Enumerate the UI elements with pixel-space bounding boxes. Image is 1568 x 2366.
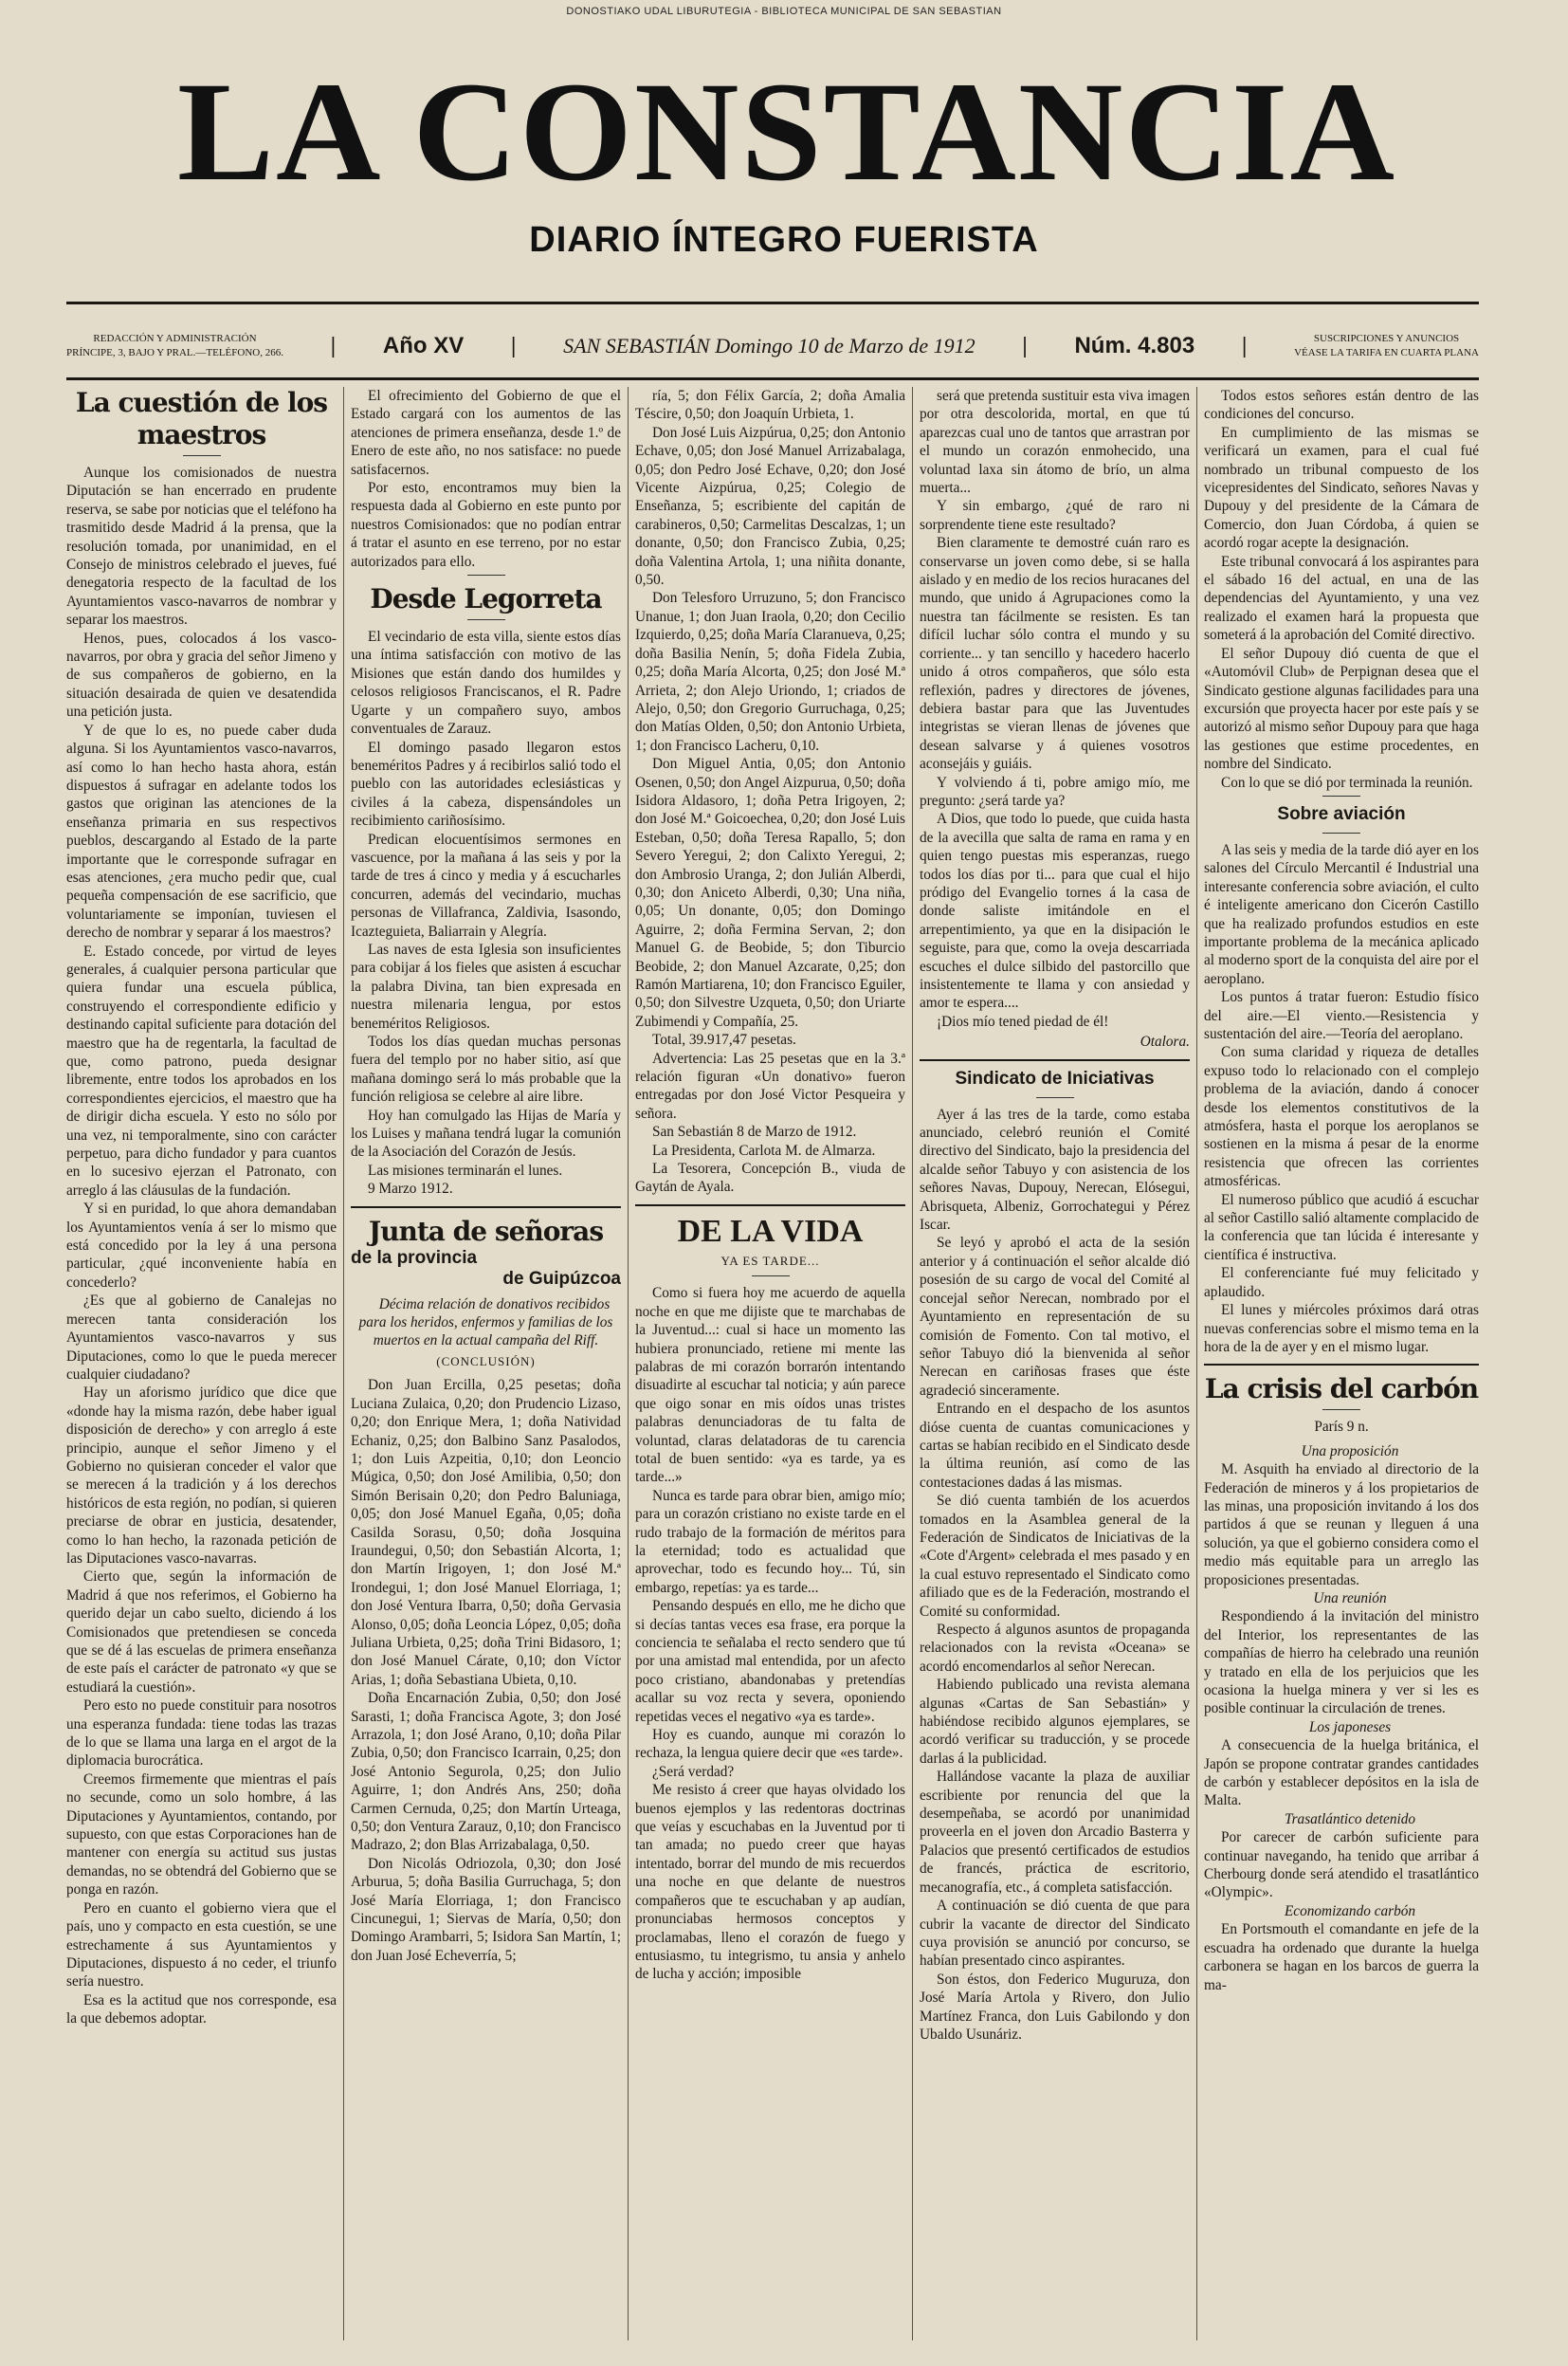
divider: | xyxy=(511,333,517,358)
info-address-line1: REDACCIÓN Y ADMINISTRACIÓN xyxy=(93,333,257,344)
paragraph: A continuación se dió cuenta de que para cubrir la vacante de director del Sindicato cuya provisión se anunció por concurso, se habían presentado cinco aspirantes. xyxy=(920,1898,1190,1970)
paragraph: Don Nicolás Odriozola, 0,30; don José Arburua, 5; doña Basilia Gurruchaga, 5; don José María Elorriaga, 1; don Francisco Cincunegui, 1; Siervas de María, 0,50; don Domingo Arambarri, 5; Isidora San Martín, 1; don Juan José Echeverría, 5; xyxy=(351,1855,621,1964)
paragraph: Henos, pues, colocados á los vasco-navarros, por obra y gracia del señor Jimeno y de sus compañeros de gobierno, en la situación desairada de quien ve desatendida una petición justa. xyxy=(66,630,337,721)
issue-year: Año XV xyxy=(382,333,465,358)
paragraph: El vecindario de esta villa, siente estos días una íntima satisfacción con motivo de las Misiones que están dando dos humildes y celosos religiosos Franciscanos, el R. Padre Ugarte y un compañero suyo, ambos conventuales de Zarauz. xyxy=(351,629,621,738)
paragraph: El numeroso público que acudió á escuchar al señor Castillo salió altamente complacido de la conferencia que tan lúcida é interesante y científica é instructiva. xyxy=(1204,1191,1479,1263)
column-5 xyxy=(1204,387,1479,2340)
separator xyxy=(467,619,505,620)
paragraph: Ayer á las tres de la tarde, como estaba anunciado, celebró reunión el Comité directivo del Sindicato, bajo la presidencia del alcalde señor Tabuyo y con asistencia de los señores Navas, Dupouy, Nerecan, Elósegui, Abrisqueta, Albeniz, Gorrochategui y Pérez Iscar. xyxy=(920,1106,1190,1234)
column-1 xyxy=(66,387,337,2340)
separator xyxy=(467,575,505,576)
paragraph: El domingo pasado llegaron estos beneméritos Padres y á recibirlos salió todo el pueblo con las autoridades eclesiásticas y civiles á la cabeza, dispensándoles un recibimiento cariñosísimo. xyxy=(351,739,621,830)
paragraph: ría, 5; don Félix García, 2; doña Amalia Téscire, 0,50; don Joaquín Urbieta, 1. xyxy=(635,388,905,423)
article-subheading: de Guipúzcoa xyxy=(502,1268,621,1289)
separator xyxy=(752,1275,790,1276)
paragraph: Como si fuera hoy me acuerdo de aquella noche en que me dijiste que te marchabas de la Juventud...: cual si hace un momento las hubiera pronunciado, retiene mi mente las palabras de mi corazón borrarón intentando disuadirte al escuchar tal noticia; y aún parece que oigo sonar en mis oídos unas tristes palabras denunciadoras de tu falta de voluntad, claras delatadoras de tu carencia total de buen sentido: «ya es tarde, ya es tarde...» xyxy=(635,1285,905,1486)
italic-intro: Décima relación de donativos recibidos para los heridos, enfermos y familias de los muertos en la actual campaña del Riff. xyxy=(358,1295,613,1349)
paragraph: Los puntos á tratar fueron: Estudio físico del aire.—El viento.—Resistencia y sustentación del aire.—Teoría del aeroplano. xyxy=(1204,989,1479,1042)
signature: Otalora. xyxy=(1140,1034,1190,1051)
column-3 xyxy=(635,387,905,2340)
paragraph: Habiendo publicado una revista alemana algunas «Cartas de San Sebastián» y habiéndose recibido algunos ejemplares, se acordó verificar su traducción, y se procede darlas á la publicidad. xyxy=(920,1677,1190,1767)
subheading: Trasatlántico detenido xyxy=(1284,1810,1416,1827)
separator xyxy=(1204,1364,1479,1366)
paragraph: Este tribunal convocará á los aspirantes para el sábado 16 del actual, en una de las dependencias del Ayuntamiento, y una vez realizado el examen hará la propuesta que someterá á la aprobación del Comité directivo. xyxy=(1204,553,1479,644)
paragraph: La Presidenta, Carlota M. de Almarza. xyxy=(652,1142,876,1159)
paragraph: Don Juan Ercilla, 0,25 pesetas; doña Luciana Zulaica, 0,20; don Prudencio Lizaso, 0,20; don Enrique Mera, 1; doña Natividad Echaniz, 0,25; don Balbino Sanz Pasalodos, 1; don Luis Azpeitia, 0,10; don Leoncio Múgica, 0,50; don José Amilibia, 0,50; don Simón Berisain 0,20; don Pedro Baluniaga, 0,05; don José Manuel Egaña, 0,05; doña Casilda Sorasu, 0,50; doña Josquina Iraundegui, 0,50; don Sebastián Alcorta, 1; don Martín Irigoyen, 1; don José M.ª Irondegui, 1; don José Manuel Elorriaga, 1; don José Ventura Ibarra, 0,50; doña Gervasia Alonso, 0,05; doña Leoncia López, 0,05; doña Juliana Urbieta, 0,25; doña Trini Bidasoro, 1; don José Manuel Cárate, 0,10; don Víctor Arias, 1; doña Sebastiana Ubieta, 0,10. xyxy=(351,1377,621,1688)
paragraph: Don José Luis Aizpúrua, 0,25; don Antonio Echave, 0,05; don José Manuel Arrizabalaga, 0,05; don Pedro José Echave, 0,20; don José Vicente Aizpúrua, 0,25; Colegio de Enseñanza, 5; escribiente del capitán de carabineros, 0,50; Carmelitas Descalzas, 1; un donante, 0,50; don Francisco Zubia, 0,25; doña Valentina Artola, 1; una niñita donante, 0,50. xyxy=(635,424,905,589)
paragraph: El lunes y miércoles próximos dará otras nuevas conferencias sobre el mismo tema en la hora de la de ayer y en el mismo lugar. xyxy=(1204,1302,1479,1355)
subheading: Una proposición xyxy=(1301,1442,1399,1459)
paragraph: En cumplimiento de las mismas se verificará un examen, para el cual fué nombrado un tribunal compuesto de los vicepresidentes del Sindicato, señores Navas y Dupouy y del presidente de la Cámara de Comercio, don Juan Córdoba, á quien se acordó rogar acepte la designación. xyxy=(1204,424,1479,552)
article-subheading: YA ES TARDE... xyxy=(720,1253,820,1268)
subheading: Economizando carbón xyxy=(1284,1902,1416,1919)
paragraph: Advertencia: Las 25 pesetas que en la 3.ª relación figuran «Un donativo» fueron entregadas por don José Victor Pesqueira y señora. xyxy=(635,1050,905,1122)
paragraph: Las naves de esta Iglesia son insuficientes para cobijar á los fieles que asisten á escuchar la palabra Divina, tan bien expresada en nuestra milenaria lengua, por estos beneméritos Religiosos. xyxy=(351,941,621,1032)
paragraph: Con suma claridad y riqueza de detalles expuso todo lo relacionado con el complejo problema de la aviación, dando á conocer desde los elementos constitutivos de la atmósfera, hasta el porque los aeroplanos se sostienen en la misma á pesar de la enorme resistencia que ofrecen las corrientes atmosféricas. xyxy=(1204,1044,1479,1190)
paragraph: Esa es la actitud que nos corresponde, esa la que debemos adoptar. xyxy=(66,1991,337,2027)
paragraph: Hallándose vacante la plaza de auxiliar escribiente por renuncia del que la desempeñaba, se acordó por unanimidad proveerla en el joven don Arcadio Basterra y Palacios que presentó certificados de estudios de francés, práctica de escritorio, mecanografía, etc., á completa satisfacción. xyxy=(920,1769,1190,1896)
archive-banner: DONOSTIAKO UDAL LIBURUTEGIA - BIBLIOTECA MUNICIPAL DE SAN SEBASTIAN xyxy=(566,6,1002,17)
paragraph: Hay un aforismo jurídico que dice que «donde hay la misma razón, debe haber igual disposición de derecho» y con arreglo á este principio, aunque el señor Jimeno y el Gobierno no quisieran conceder el valor que se merecen á la tradición y á los derechos históricos de esta región, no podían, si quieren preciarse de obrar en justicia, desatender, como lo han hecho, la razonada petición de las Diputaciones vasco-navarras. xyxy=(66,1385,337,1567)
paragraph: Don Telesforo Urruzuno, 5; don Francisco Unanue, 1; don Juan Iraola, 0,20; don Cecilio Izquierdo, 0,25; doña María Claranueva, 0,25; doña Basilia Nenín, 5; doña Fidela Zubia, 0,25; doña María Alcorta, 0,25; don José M.ª Arrieta, 2; don Alejo Uriondo, 1; criados de Alejo, 0,50; don Gregorio Gurruchaga, 0,25; don Matías Olden, 0,50; don Antonio Urbieta, 1; don Francisco Lacheru, 0,10. xyxy=(635,590,905,754)
separator xyxy=(635,1204,905,1206)
subheading: Una reunión xyxy=(1313,1589,1387,1606)
columns xyxy=(66,387,1479,2340)
paragraph: La Tesorera, Concepción B., viuda de Gaytán de Ayala. xyxy=(635,1161,905,1196)
paragraph: Pero en cuanto el gobierno viera que el país, uno y compacto en esta cuestión, se une estrechamente á sus Ayuntamientos y Diputaciones, dispuesto á no ceder, el triunfo sería nuestro. xyxy=(66,1899,337,1990)
subheading: Los japoneses xyxy=(1308,1718,1392,1735)
paragraph: Don Miguel Antia, 0,05; don Antonio Osenen, 0,50; don Angel Aizpurua, 0,50; doña Isidora Aldasoro, 1; doña Petra Irigoyen, 2; don José M.ª Goicoechea, 0,20; don José Luis Esteban, 0,50; doña Teresa Rapallo, 5; don Severo Yeregui, 2; don Calixto Yeregui, 2; don Ambrosio Uranga, 2; don Julián Alberdi, 0,30; don Aniceto Alberdi, 0,30; Una niña, 0,05; Un donante, 0,05; don Domingo Aguirre, 2; doña Fermina Servan, 2; don Manuel G. de Beobide, 5; don Tiburcio Beobide, 2; don Manuel Azcarate, 0,25; don Ramón Martiarena, 10; don Francisco Eguiler, 0,50; don Silvestre Uzqueta, 0,50; don Uriarte Zubimendi y Compañía, 25. xyxy=(635,756,905,1030)
dateline: 9 Marzo 1912. xyxy=(368,1181,453,1198)
paragraph: será que pretenda sustituir esta viva imagen por otra descolorida, mortal, en que tú aparezcas cual uno de tantos que arrastran por el mundo un corazón enmohecido, una voluntad laxa sin átomo de brío, un alma muerta... xyxy=(920,388,1190,497)
separator xyxy=(351,1206,621,1208)
separator xyxy=(183,455,221,456)
paragraph: Respecto á algunos asuntos de propaganda relacionados con la revista «Oceana» se acordó encomendarlos al señor Nerecan. xyxy=(920,1622,1190,1675)
conclusion-label: (CONCLUSIÓN) xyxy=(436,1353,536,1368)
top-rule xyxy=(66,302,1479,304)
newspaper-title: LA CONSTANCIA xyxy=(176,53,1397,211)
info-address xyxy=(66,332,283,360)
paragraph: E. Estado concede, por virtud de leyes generales, á cualquier persona particular que quiera fundar una escuela pública, construyendo el correspondiente edificio y destinando capital suficiente para dotación del maestro que ha de regentarla, la facultad de que, como patrono, pueda designar libremente, entre todos los aprobados en los correspondientes ejercicios, el maestro que ha de dirigir dicha escuela. Y esto no sólo por una vez, ni temporalmente, sino con carácter perpetuo, para dicho fundador y para cuantos en lo sucesivo ejerzan el Patronato, con arreglo á las cláusulas de la fundación. xyxy=(66,943,337,1199)
info-subs-line1: SUSCRIPCIONES Y ANUNCIOS xyxy=(1313,333,1460,344)
article-heading: Junta de señoras xyxy=(368,1215,604,1247)
paragraph: Doña Encarnación Zubia, 0,50; don José Sarasti, 1; doña Francisca Agote, 3; don José Arrazola, 1; don José Arano, 0,10; doña Pilar Zubia, 0,50; don Francisco Icarrain, 0,25; don José Antonio Segurola, 0,25; don Julio Aguirre, 1; don Andrés Ans, 250; doña Carmen Cernuda, 0,25; don Martín Urteaga, 0,50; don Ventura Zarauz, 0,10; don Francisco Madrazo, 2; don Blas Arrizabalaga, 0,50. xyxy=(351,1690,621,1854)
paragraph: Se dió cuenta también de los acuerdos tomados en la Asamblea general de la Federación de Sindicatos de Iniciativas de la «Cote d'Argent» celebrada el mes pasado y en la cual estuvo representado el Sindicato como afiliado que es de la Federación, mostrando el Comité su conformidad. xyxy=(920,1493,1190,1620)
dateline: París 9 n. xyxy=(1314,1419,1369,1436)
paragraph: A las seis y media de la tarde dió ayer en los salones del Círculo Mercantil é Industrial una interesante conferencia sobre aviación, el culto é inteligente americano don Cicerón Castillo que ha realizado profundos estudios en este importante problema de la mecánica aplicado al moderno sport de la conquista del aire por el aeroplano. xyxy=(1204,841,1479,987)
paragraph: Bien claramente te demostré cuán raro es conservarse un joven como debe, si se halla aislado y en medio de los recios huracanes del mundo, que unido á Agrupaciones como la nuestra tan fácilmente se resisten. Es tan difícil luchar sólo contra el mundo y su corriente... y tan sencillo y hacedero hacerlo unido á otros compañeros, que sólo esta reflexión, padres y directores de jóvenes, debiera bastar para que las Juventudes integristas se vieran llenas de jóvenes que desean salvarse y á quienes vosotros aconsejáis y guiáis. xyxy=(920,535,1190,773)
paragraph: Me resisto á creer que hayas olvidado los buenos ejemplos y las redentoras doctrinas que veías y escuchabas en la Juventud por ti tan amada; no puedo creer que hayas intentado, borrar del mundo de mis recuerdos una noche en que delante de nuestros compañeros que te escuchaban y ap audían, pronunciabas hermosos conceptos y proclamabas, lleno el corazón de fuego y entusiasmo, tu integrismo, tu ansia y anhelo de lucha y acción; imposible xyxy=(635,1782,905,1983)
paragraph: M. Asquith ha enviado al directorio de la Federación de mineros y á los propietarios de las minas, una proposición invitando á los dos partidos á que se reunan y lleguen á una solución, ya que el gobierno considera como el medio más equitable para un arreglo las proposiciones presentadas. xyxy=(1204,1461,1479,1588)
column-2 xyxy=(351,387,621,2340)
paragraph: Por esto, encontramos muy bien la respuesta dada al Gobierno en este punto por nuestros Comisionados: que no podían entrar á tratar el asunto en ese terreno, por no estar autorizados para ello. xyxy=(351,480,621,570)
issue-number: Núm. 4.803 xyxy=(1074,333,1195,358)
paragraph: Nunca es tarde para obrar bien, amigo mío; para un corazón cristiano no existe tarde en el rudo trabajo de la formación de méritos para la eternidad; todo es actualidad que aprovechar, todo es fecundo hoy... Tú, sin embargo, repetías: ya es tarde... xyxy=(635,1487,905,1596)
column-separator xyxy=(343,387,344,2340)
info-subs-line2: VÉASE LA TARIFA EN CUARTA PLANA xyxy=(1294,347,1479,358)
paragraph: Por carecer de carbón suficiente para continuar navegando, ha tenido que arribar á Cherbourg donde será atendido el trasatlántico «Olympic». xyxy=(1204,1829,1479,1901)
paragraph: ¡Dios mío tened piedad de él! xyxy=(937,1013,1109,1030)
paragraph: A consecuencia de la huelga británica, el Japón se propone contratar grandes cantidades de carbón y establecer depósitos en la isla de Malta. xyxy=(1204,1737,1479,1809)
paragraph: ¿Es que al gobierno de Canalejas no merecen tanta consideración los Ayuntamientos vasco-navarros y sus Diputaciones, como lo que le pueda merecer cualquier ciudadano? xyxy=(66,1293,337,1383)
article-heading: Sindicato de Iniciativas xyxy=(955,1068,1155,1089)
paragraph: Y sin embargo, ¿qué de raro ni sorprendente tiene este resultado? xyxy=(920,498,1190,533)
paragraph: El ofrecimiento del Gobierno de que el Estado cargará con los aumentos de las atenciones de primera enseñanza, desde 1.º de Enero de este año, no nos satisface: no puede satisfacernos. xyxy=(351,388,621,478)
issue-date: SAN SEBASTIÁN Domingo 10 de Marzo de 1912 xyxy=(563,334,975,358)
info-bar xyxy=(66,318,1479,375)
info-address-line2: PRÍNCIPE, 3, BAJO Y PRAL.—TELÉFONO, 266. xyxy=(66,347,283,358)
divider: | xyxy=(330,333,337,358)
paragraph: A Dios, que todo lo puede, que cuida hasta de la avecilla que salta de rama en rama y en quien tengo puestas mis esperanzas, ruego todos los días por ti... para que cual el hijo pródigo del Evangelio tornes á la casa de donde saliste imitándole en el arrepentimiento, ya que en la disipación le seguiste, para que, como la oveja descarriada escuches el dulce silbido del pastorcillo que insistentemente te llama y con ansiedad y amor te espera.... xyxy=(920,811,1190,1012)
paragraph: Con lo que se dió por terminada la reunión. xyxy=(1221,774,1473,791)
info-subscriptions xyxy=(1294,332,1479,360)
article-heading: Desde Legorreta xyxy=(370,583,602,615)
article-heading: La crisis del carbón xyxy=(1204,1373,1479,1405)
paragraph: Respondiendo á la invitación del ministro del Interior, los representantes de las compañías de hierro ha celebrado una reunión y tratado en ella de los perjuicios que les ocasiona la huelga minera y ver si les es posible continuar la circulación de trenes. xyxy=(1204,1608,1479,1717)
paragraph: Y volviendo á ti, pobre amigo mío, me pregunto: ¿será tarde ya? xyxy=(920,774,1190,809)
column-separator xyxy=(1196,387,1197,2340)
paragraph: El conferenciante fué muy felicitado y aplaudido. xyxy=(1204,1265,1479,1300)
paragraph: Entrando en el despacho de los asuntos dióse cuenta de cuantas comunicaciones y cartas se habían recibido en el Sindicato desde la última reunión, así como de las contestaciones dadas á las mismas. xyxy=(920,1401,1190,1491)
paragraph: San Sebastián 8 de Marzo de 1912. xyxy=(652,1124,857,1141)
paragraph: El señor Dupouy dió cuenta de que el «Automóvil Club» de Perpignan desea que el Sindicato gestione algunas facilidades para una excursión que proyecta hacer por este país y se autorizó al mismo señor Dupouy para que haga las gestiones que estime procedentes, en nombre del Sindicato. xyxy=(1204,645,1479,773)
separator xyxy=(920,1059,1190,1061)
paragraph: Cierto que, según la información de Madrid á que nos referimos, el Gobierno ha querido dejar un cabo suelto, diciendo á los Comisionados que pretendiesen se conceda que se dé á las escuelas de primera enseñanza de este país el carácter de patronato «y que se estudiará la cuestión». xyxy=(66,1568,337,1696)
separator xyxy=(1322,833,1360,834)
article-subheading: de la provincia xyxy=(351,1247,478,1268)
column-separator xyxy=(628,387,629,2340)
separator xyxy=(1322,1409,1360,1410)
article-heading: Sobre aviación xyxy=(1277,803,1406,824)
paragraph: Son éstos, don Federico Muguruza, don José María Artola y Rivero, don Julio Martínez Franca, don Luis Gabilondo y don Ubaldo Usunáriz. xyxy=(920,1971,1190,2043)
paragraph: Total, 39.917,47 pesetas. xyxy=(652,1032,796,1049)
paragraph: Aunque los comisionados de nuestra Diputación se han encerrado en prudente reserva, se sabe por noticias que el teléfono ha trasmitido desde Madrid á la prensa, que la resolución tomada, por unanimidad, en el Consejo de ministros celebrado el jueves, fué denegatoria respecto de la facultad de los Ayuntamientos vasco-navarros de nombrar y separar los maestros. xyxy=(66,465,337,629)
article-heading: DE LA VIDA xyxy=(677,1213,864,1249)
paragraph: Pensando después en ello, me he dicho que si decías tantas veces esa frase, era porque la conciencia te señalaba el recto sendero que tú por una amistad mal entendida, por un afecto poco cristiano, abandonabas y pretendías acallar su voz recta y severa, oponiendo repetidas veces el negativo «ya es tarde». xyxy=(635,1598,905,1725)
column-separator xyxy=(912,387,913,2340)
paragraph: Todos los días quedan muchas personas fuera del templo por no haber sitio, así que mañana domingo será lo más probable que la función religiosa se celebre al aire libre. xyxy=(351,1034,621,1106)
paragraph: Hoy han comulgado las Hijas de María y los Luises y mañana tendrá lugar la comunión de la Asociación del Corazón de Jesús. xyxy=(351,1107,621,1161)
newspaper-subtitle: DIARIO ÍNTEGRO FUERISTA xyxy=(529,220,1039,260)
paragraph: Pero esto no puede constituir para nosotros una esperanza fundada: tiene todas las trazas de lo que se llama una larga en el argot de la diplomacia burocrática. xyxy=(66,1697,337,1770)
paragraph: Hoy es cuando, aunque mi corazón lo rechaza, la lengua quiere decir que «es tarde». xyxy=(635,1727,905,1762)
paragraph: Todos estos señores están dentro de las condiciones del concurso. xyxy=(1204,388,1479,423)
paragraph: Creemos firmemente que mientras el país no secunde, como un solo hombre, á las Diputaciones y Ayuntamientos, contando, por supuesto, con que estas Corporaciones han de mantener con energía su actitud sus justas demandas, no se obtendrá del Gobierno que se ponga en razón. xyxy=(66,1770,337,1898)
divider: | xyxy=(1022,333,1028,358)
paragraph: Predican elocuentísimos sermones en vascuence, por la mañana á las seis y por la tarde de tres á cinco y media y á escucharles concurren, además del vecindario, muchas personas de Villafranca, Zaldivia, Isasondo, Icazteguieta, Baliarrain y Alegría. xyxy=(351,831,621,940)
paragraph: ¿Será verdad? xyxy=(652,1763,735,1780)
paragraph: Y de que lo es, no puede caber duda alguna. Si los Ayuntamientos vasco-navarros, así como lo han hecho hasta ahora, están dispuestos á sufragar en adelante todos los gastos que originan las atenciones de la enseñanza primaria en sus respectivos pueblos, descargando al Estado de la parte importante que le corresponde sufragar en esas atenciones, ¿era mucho pedir que, cual pequeña compensación de ese sacrificio, que voluntariamente se imponían, tuviesen el derecho de nombrar y separar á los maestros? xyxy=(66,722,337,942)
column-4 xyxy=(920,387,1190,2340)
separator xyxy=(1322,796,1360,797)
divider: | xyxy=(1242,333,1248,358)
separator xyxy=(1036,1097,1074,1098)
bottom-rule xyxy=(66,377,1479,380)
article-heading: La cuestión de los maestros xyxy=(75,387,328,450)
paragraph: Se leyó y aprobó el acta de la sesión anterior y á continuación el señor alcalde dió posesión de su cargo de vocal del Comité al concejal señor Nerecan, nombrado por el Ayuntamiento en representación de su comisión de Fomento. Con tal motivo, el señor Tabuyo dió la bienvenida al señor Nerecan en cariñosas frases que éste agradeció sinceramente. xyxy=(920,1235,1190,1399)
paragraph: En Portsmouth el comandante en jefe de la escuadra ha ordenado que durante la huelga carbonera se hagan en los barcos de guerra la ma- xyxy=(1204,1921,1479,1993)
paragraph: Y si en puridad, lo que ahora demandaban los Ayuntamientos venía á ser lo mismo que está concedido por la ley á una persona particular, ¿qué inconveniente había en concederlo? xyxy=(66,1201,337,1291)
paragraph: Las misiones terminarán el lunes. xyxy=(368,1162,563,1179)
